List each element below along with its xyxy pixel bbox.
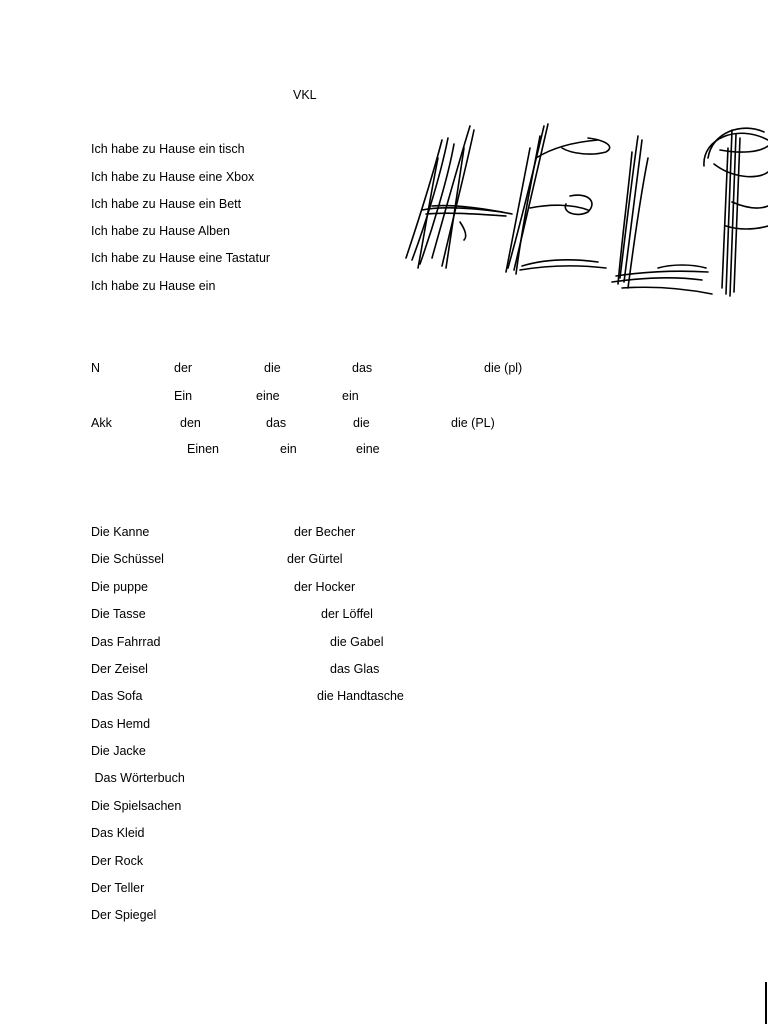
letter-e-scribble — [506, 124, 610, 274]
grammar-nom-ein-neut: ein — [342, 389, 359, 403]
grammar-nom-plural: die (pl) — [484, 361, 523, 375]
vocab-item: Die Tasse — [91, 607, 146, 621]
vocab-item: Das Sofa — [91, 689, 143, 703]
vocab-item: Der Rock — [91, 854, 144, 868]
grammar-akk-das: das — [266, 416, 287, 430]
vocab-item: Das Fahrrad — [91, 635, 161, 649]
vocab-item: Das Hemd — [91, 717, 151, 731]
letter-p-scribble — [704, 128, 768, 296]
grammar-akk-label: Akk — [91, 416, 112, 430]
vocab-item: Der Teller — [91, 881, 145, 895]
sentence-line: Ich habe zu Hause Alben — [91, 224, 230, 238]
letter-h-scribble — [406, 126, 512, 268]
grammar-akk-den: den — [180, 416, 201, 430]
sentence-line: Ich habe zu Hause ein Bett — [91, 197, 242, 211]
sentence-line: Ich habe zu Hause ein tisch — [91, 142, 245, 156]
vocab-item: Der Zeisel — [91, 662, 148, 676]
vocab-item: Die Schüssel — [91, 552, 164, 566]
sentence-line: Ich habe zu Hause eine Xbox — [91, 170, 255, 184]
vocab-item: Das Kleid — [91, 826, 145, 840]
document-title: VKL — [293, 88, 317, 102]
vocab-item-right: die Handtasche — [317, 689, 404, 703]
page-edge-mark — [765, 982, 767, 1024]
grammar-akk-plural: die (PL) — [451, 416, 495, 430]
grammar-nom-der: der — [174, 361, 193, 375]
grammar-akk-eine: eine — [356, 442, 380, 456]
vocab-item: Die Spielsachen — [91, 799, 182, 813]
grammar-nom-die: die — [264, 361, 281, 375]
vocab-item: Die Kanne — [91, 525, 150, 539]
vocab-item: Das Wörterbuch — [91, 771, 185, 785]
grammar-akk-ein: ein — [280, 442, 297, 456]
grammar-nom-label: N — [91, 361, 101, 375]
vocab-item-right: der Löffel — [321, 607, 373, 621]
grammar-nom-eine-fem: eine — [256, 389, 280, 403]
vocab-item-right: die Gabel — [330, 635, 384, 649]
grammar-akk-einen: Einen — [187, 442, 219, 456]
vocab-item-right: der Gürtel — [287, 552, 343, 566]
vocab-item: Der Spiegel — [91, 908, 157, 922]
vocab-item-right: das Glas — [330, 662, 380, 676]
vocab-item-right: der Hocker — [294, 580, 356, 594]
vocab-item-right: der Becher — [294, 525, 356, 539]
handwritten-help-drawing — [402, 118, 768, 298]
grammar-nom-das: das — [352, 361, 373, 375]
sentence-line: Ich habe zu Hause eine Tastatur — [91, 251, 271, 265]
grammar-nom-ein-masc: Ein — [174, 389, 193, 403]
sentence-line: Ich habe zu Hause ein — [91, 279, 216, 293]
vocab-item: Die puppe — [91, 580, 148, 594]
grammar-akk-die: die — [353, 416, 370, 430]
letter-l-scribble — [612, 136, 712, 294]
vocab-item: Die Jacke — [91, 744, 146, 758]
